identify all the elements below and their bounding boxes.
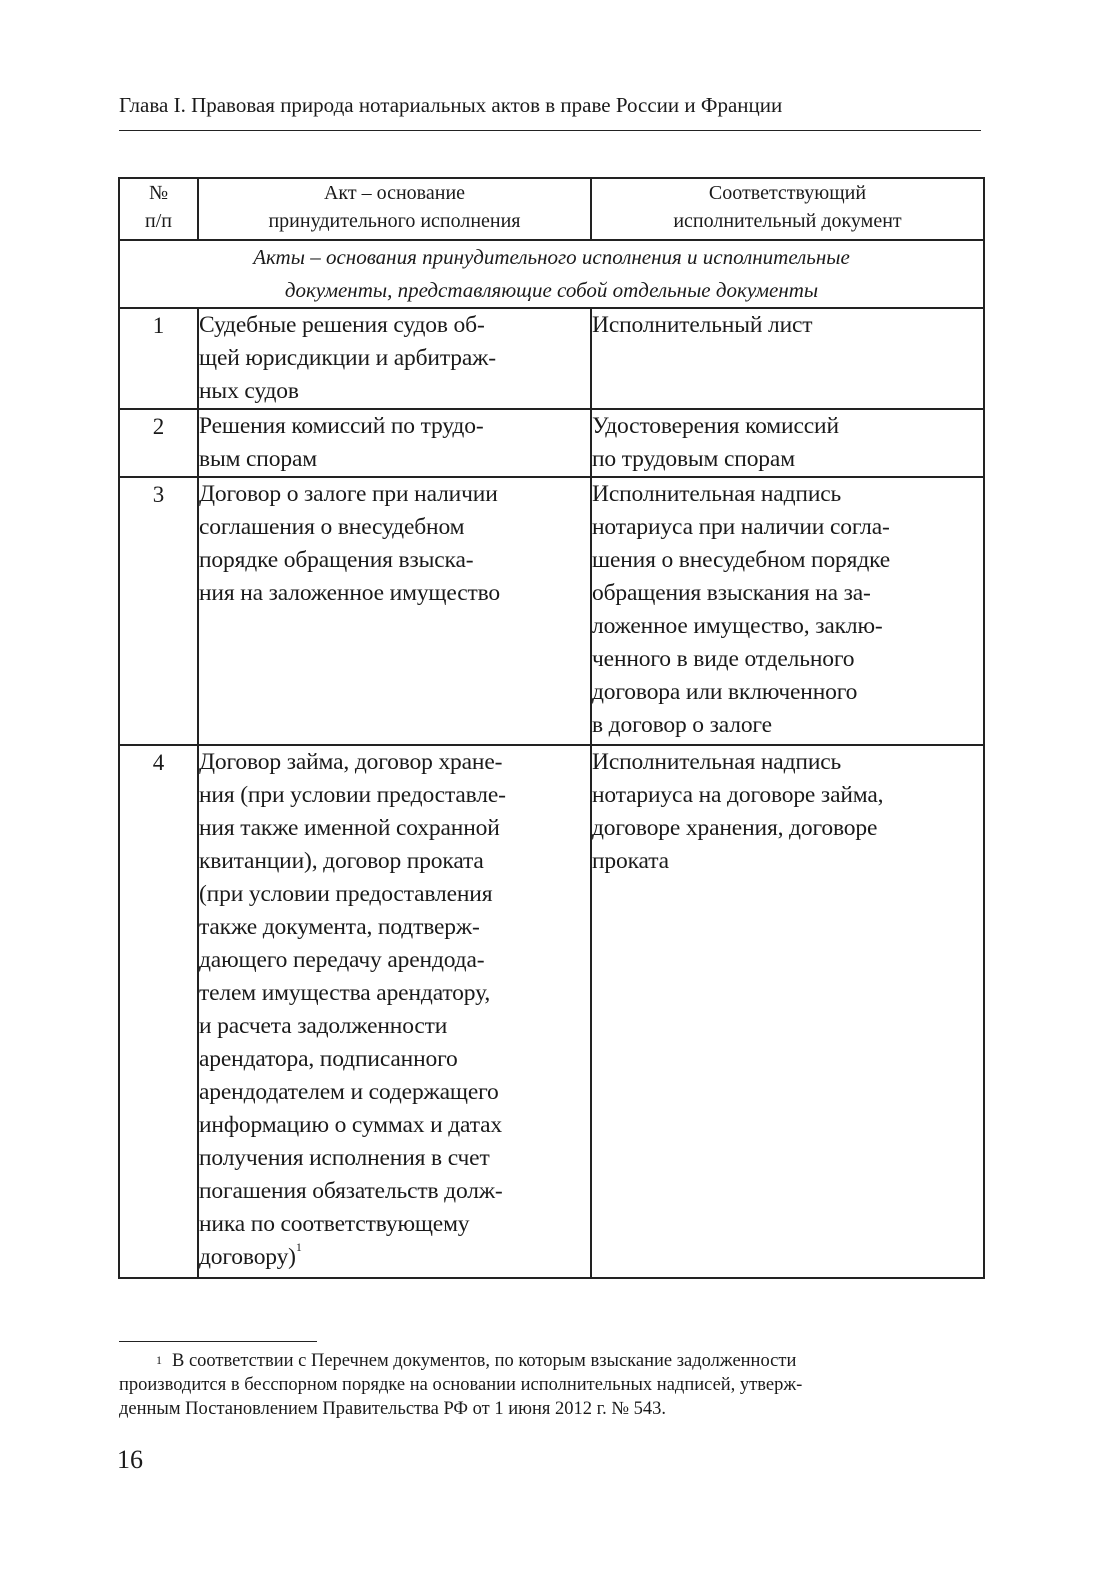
- row-act: [198, 477, 591, 745]
- text-line: щей юрисдикции и арбитраж-: [199, 345, 496, 371]
- text-line: обращения взыскания на за-: [592, 580, 871, 606]
- row-act: [198, 409, 591, 477]
- row-document: [591, 477, 984, 745]
- text-line: ченного в виде отдельного: [592, 646, 855, 672]
- text-line: Исполнительная надпись: [592, 481, 842, 507]
- text-line: квитанции), договор проката: [199, 848, 484, 874]
- table-row: [119, 477, 984, 745]
- text-line: вым спорам: [199, 446, 317, 472]
- section-title-line: документы, представляющие собой отдельные документы: [284, 278, 819, 302]
- table-row: [119, 308, 984, 409]
- text-line-body: договору): [199, 1244, 296, 1270]
- text-line: нотариуса на договоре займа,: [592, 782, 884, 808]
- header-rule: [119, 130, 981, 131]
- footnote-line: [119, 1349, 981, 1373]
- row-number: 4: [119, 745, 198, 1278]
- text-line: Договор займа, договор хране-: [199, 749, 503, 775]
- text-line: Исполнительный лист: [592, 312, 813, 338]
- text-line: Исполнительная надпись: [592, 749, 842, 775]
- table-row: [119, 745, 984, 1278]
- header-act: [198, 178, 591, 240]
- row-document: [591, 308, 984, 409]
- text-line: шения о внесудебном порядке: [592, 547, 891, 573]
- text-line: информацию о суммах и датах: [199, 1112, 502, 1138]
- text-line: ния также именной сохранной: [199, 815, 500, 841]
- text-line: проката: [592, 848, 669, 874]
- running-head: Глава I. Правовая природа нотариальных актов в праве России и Франции: [119, 93, 783, 117]
- text-line: [199, 1241, 590, 1274]
- text-line: договора или включенного: [592, 679, 858, 705]
- footnote-line-text: В соответствии с Перечнем документов, по которым взыскание задолженности: [172, 1351, 797, 1371]
- text-line: и расчета задолженности: [199, 1013, 448, 1039]
- header-document-line: Соответствующий: [708, 182, 867, 204]
- text-line: ния (при условии предоставле-: [199, 782, 506, 808]
- table-header-row: [119, 178, 984, 240]
- row-document: [591, 409, 984, 477]
- text-line: ния на заложенное имущество: [199, 580, 501, 606]
- enforcement-acts-table: [118, 177, 985, 1279]
- text-line: дающего передачу арендода-: [199, 947, 485, 973]
- row-number: 1: [119, 308, 198, 409]
- text-line: арендатора, подписанного: [199, 1046, 458, 1072]
- text-line: погашения обязательств долж-: [199, 1178, 503, 1204]
- text-line: также документа, подтверж-: [199, 914, 480, 940]
- header-number-line: №: [148, 182, 169, 204]
- footnote: [119, 1349, 981, 1421]
- header-document: [591, 178, 984, 240]
- section-title-line: Акты – основания принудительного исполнения и исполнительные: [253, 245, 850, 269]
- text-line: в договор о залоге: [592, 712, 772, 738]
- text-line: договоре хранения, договоре: [592, 815, 878, 841]
- text-line: по трудовым спорам: [592, 446, 795, 472]
- text-line: ных судов: [199, 378, 299, 404]
- header-act-line: принудительного исполнения: [268, 210, 521, 232]
- row-document: [591, 745, 984, 1278]
- header-act-line: Акт – основание: [323, 182, 466, 204]
- text-line: ника по соответствующему: [199, 1211, 470, 1237]
- row-act: [198, 308, 591, 409]
- text-line: Договор о залоге при наличии: [199, 481, 498, 507]
- table-row: [119, 409, 984, 477]
- text-line: Удостоверения комиссий: [592, 413, 839, 439]
- section-row: [119, 240, 984, 308]
- text-line: Решения комиссий по трудо-: [199, 413, 484, 439]
- header-document-line: исполнительный документ: [673, 210, 902, 232]
- section-title: [119, 240, 984, 308]
- text-line: Судебные решения судов об-: [199, 312, 485, 338]
- text-line: телем имущества арендатору,: [199, 980, 491, 1006]
- header-number: [119, 178, 198, 240]
- header-number-line: п/п: [145, 210, 172, 232]
- footnote-marker: 1: [156, 1353, 162, 1367]
- text-line: соглашения о внесудебном: [199, 514, 465, 540]
- row-number: 3: [119, 477, 198, 745]
- footnote-line: денным Постановлением Правительства РФ от 1 июня 2012 г. № 543.: [119, 1399, 667, 1419]
- text-line: получения исполнения в счет: [199, 1145, 490, 1171]
- row-number: 2: [119, 409, 198, 477]
- text-line: нотариуса при наличии согла-: [592, 514, 890, 540]
- text-line: ложенное имущество, заклю-: [592, 613, 883, 639]
- text-line: арендодателем и содержащего: [199, 1079, 499, 1105]
- footnote-reference[interactable]: 1: [295, 1240, 302, 1254]
- footnote-rule: [119, 1341, 317, 1342]
- row-act: [198, 745, 591, 1278]
- text-line: порядке обращения взыска-: [199, 547, 474, 573]
- page-number: 16: [117, 1445, 143, 1474]
- footnote-line: производится в бесспорном порядке на основании исполнительных надписей, утверж-: [119, 1375, 803, 1395]
- text-line: (при условии предоставления: [199, 881, 493, 907]
